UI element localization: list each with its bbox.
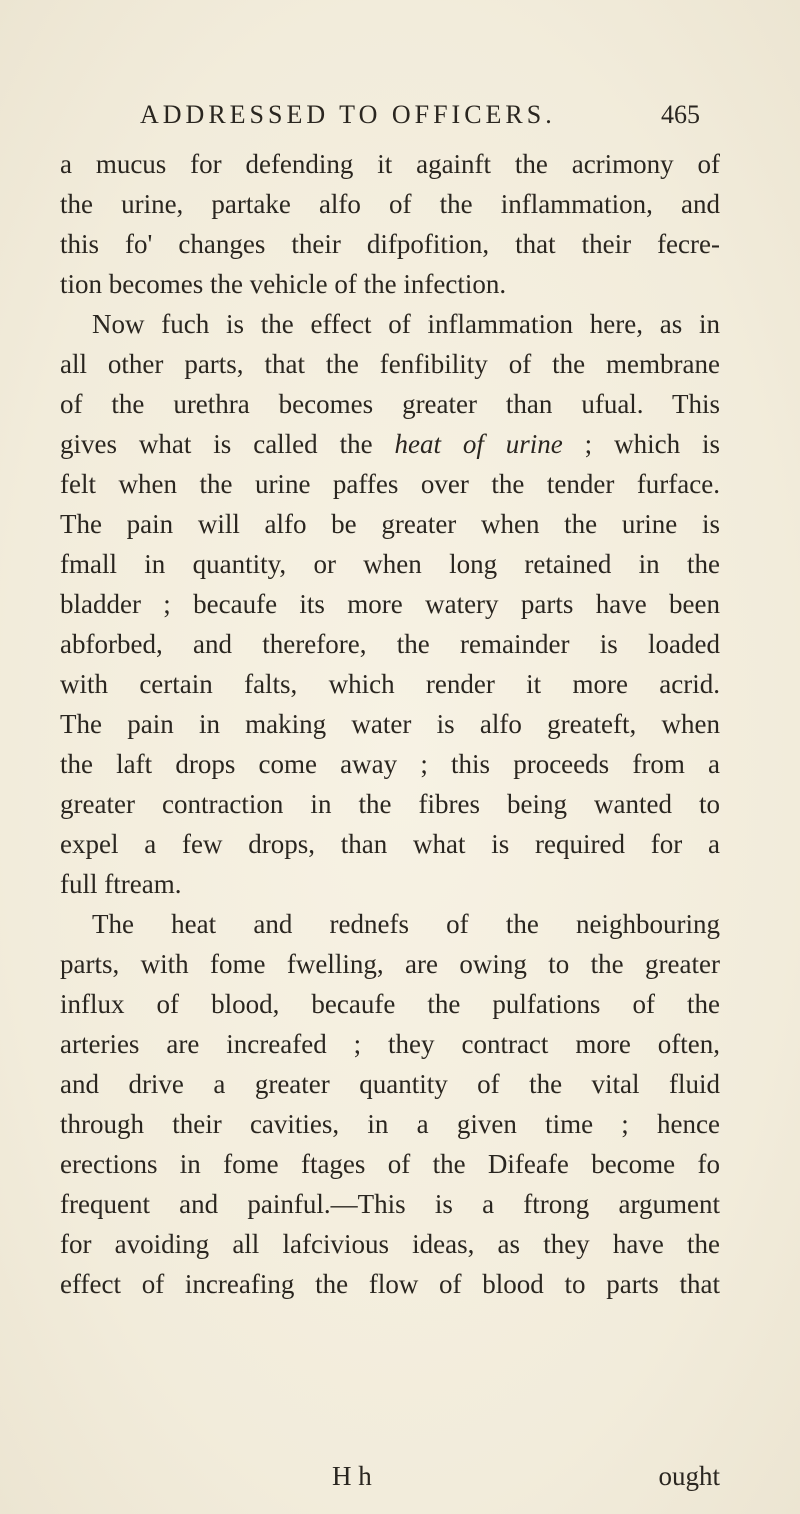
text-line: full ftream.	[60, 869, 182, 899]
text-line: expel a few drops, than what is required for a	[60, 829, 720, 859]
text-line: of the urethra becomes greater than ufual. This	[60, 389, 720, 419]
text-line: The pain in making water is alfo greateft, when	[60, 709, 720, 739]
page-footer	[60, 1456, 720, 1496]
text-line: abforbed, and therefore, the remainder is loaded	[60, 629, 720, 659]
page-number: 465	[661, 100, 700, 129]
text-line: for avoiding all lafcivious ideas, as they have the	[60, 1229, 720, 1259]
text-line-with-italic	[60, 424, 720, 464]
text-line: parts, with fome fwelling, are owing to the greater	[60, 949, 720, 979]
page-header	[140, 100, 700, 140]
text-line: all other parts, that the fenfibility of the membrane	[60, 349, 720, 379]
text-line: felt when the urine paffes over the tender furface.	[60, 469, 720, 499]
text-line: influx of blood, becaufe the pulfations of the	[60, 989, 720, 1019]
text-line: with certain falts, which render it more acrid.	[60, 669, 720, 699]
text-line: and drive a greater quantity of the vital fluid	[60, 1069, 720, 1099]
text-line: The heat and rednefs of the neighbouring	[92, 909, 720, 939]
text-line: this fo' changes their difpofition, that their fecre-	[60, 229, 720, 259]
text-line: through their cavities, in a given time ; hence	[60, 1109, 720, 1139]
text-line: the laft drops come away ; this proceeds from a	[60, 749, 720, 779]
text-line: bladder ; becaufe its more watery parts have been	[60, 589, 720, 619]
text-line: The pain will alfo be greater when the urine is	[60, 509, 720, 539]
text-line: effect of increafing the flow of blood to parts that	[60, 1269, 720, 1299]
catchword: ought	[658, 1461, 720, 1491]
running-head: ADDRESSED TO OFFICERS.	[140, 100, 556, 129]
text-fragment: gives what is called the	[60, 429, 395, 459]
text-line: erections in fome ftages of the Difeafe become fo	[60, 1149, 720, 1179]
text-line: a mucus for defending it againft the acrimony of	[60, 149, 720, 179]
text-line: Now fuch is the effect of inflammation here, as in	[92, 309, 720, 339]
signature-mark: H h	[332, 1461, 372, 1491]
text-line: greater contraction in the fibres being wanted to	[60, 789, 720, 819]
text-line: frequent and painful.—This is a ftrong argument	[60, 1189, 720, 1219]
text-line: fmall in quantity, or when long retained in the	[60, 549, 720, 579]
text-line: tion becomes the vehicle of the infection.	[60, 269, 507, 299]
italic-phrase: heat of urine	[394, 429, 563, 459]
text-line: arteries are increafed ; they contract more often,	[60, 1029, 720, 1059]
body-text	[60, 144, 720, 1304]
text-fragment: ; which is	[562, 429, 720, 459]
text-line: the urine, partake alfo of the inflammation, and	[60, 189, 720, 219]
